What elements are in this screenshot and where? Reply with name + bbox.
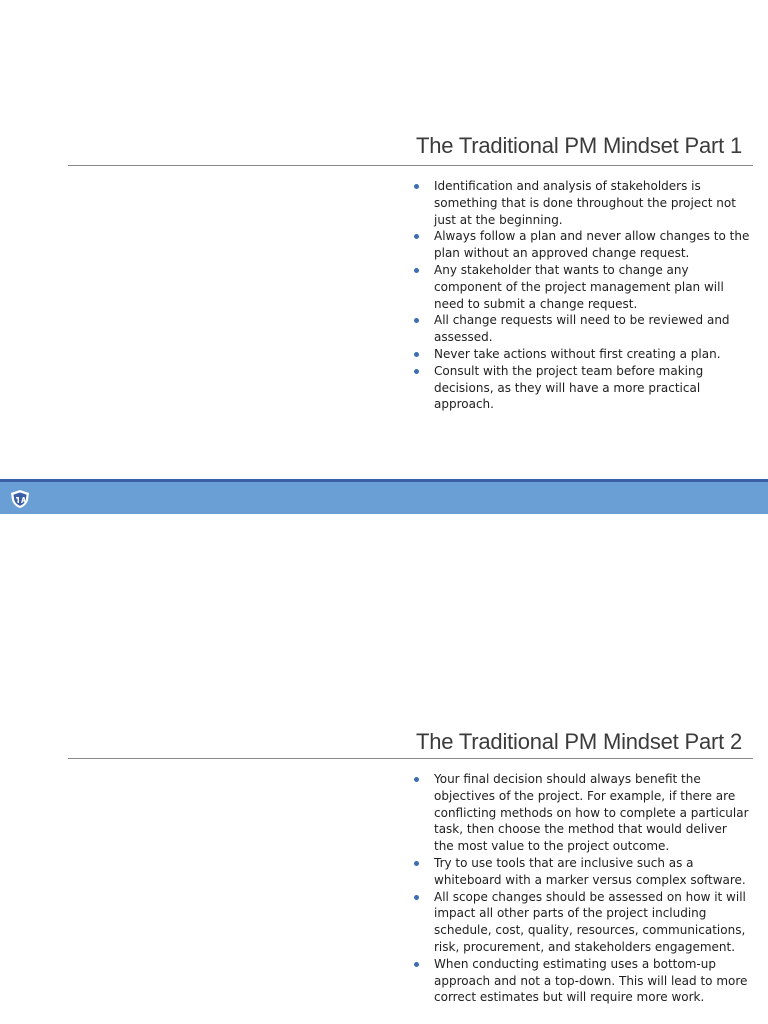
bullet-item: Consult with the project team before making decisions, as they will have a more practical approach.	[410, 363, 750, 413]
bullet-item: All scope changes should be assessed on how it will impact all other parts of the project including schedule, cost, quality, resources, communications, risk, procurement, and stakeholders engagement.	[410, 889, 750, 956]
slide-title: The Traditional PM Mindset Part 1	[416, 133, 742, 158]
shield-logo-icon	[8, 489, 32, 509]
bullet-list	[410, 178, 750, 413]
bullet-item: Always follow a plan and never allow changes to the plan without an approved change request.	[410, 228, 750, 262]
bullet-dot-icon	[414, 962, 419, 967]
bullet-item: Your final decision should always benefit the objectives of the project. For example, if there are conflicting methods on how to complete a particular task, then choose the method that would deliver the most value to the project outcome.	[410, 771, 750, 855]
bullet-dot-icon	[414, 369, 419, 374]
bullet-list	[410, 771, 750, 1006]
bullet-dot-icon	[414, 234, 419, 239]
slide-2	[0, 514, 768, 1024]
bullet-item: Identification and analysis of stakeholders is something that is done throughout the project not just at the beginning.	[410, 178, 750, 228]
bullet-dot-icon	[414, 268, 419, 273]
bullet-item: All change requests will need to be reviewed and assessed.	[410, 312, 750, 346]
bullet-dot-icon	[414, 895, 419, 900]
bullet-dot-icon	[414, 352, 419, 357]
bullet-item: Any stakeholder that wants to change any component of the project management plan will need to submit a change request.	[410, 262, 750, 312]
bullet-dot-icon	[414, 777, 419, 782]
bullet-item: Try to use tools that are inclusive such as a whiteboard with a marker versus complex software.	[410, 855, 750, 889]
title-divider	[68, 165, 753, 166]
bullet-dot-icon	[414, 861, 419, 866]
title-divider	[68, 758, 753, 759]
bullet-dot-icon	[414, 184, 419, 189]
slide-title: The Traditional PM Mindset Part 2	[416, 729, 742, 754]
bullet-item: When conducting estimating uses a bottom-up approach and not a top-down. This will lead to more correct estimates but will require more work.	[410, 956, 750, 1006]
bullet-item: Never take actions without first creating a plan.	[410, 346, 750, 363]
bullet-dot-icon	[414, 318, 419, 323]
slide-footer-bar	[0, 479, 768, 514]
